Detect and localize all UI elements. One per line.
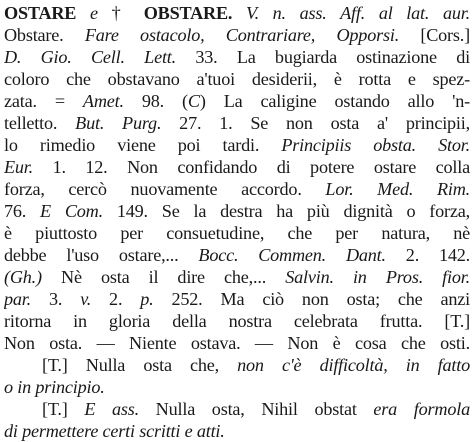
- italic-text: Eur.: [4, 157, 34, 177]
- italic-text: Salvin. in Pros. fior.: [285, 267, 470, 287]
- text-run: debbe l'uso ostare,...: [4, 245, 199, 265]
- italic-text: Lor. Med. Rim.: [325, 179, 470, 199]
- text-run: 1. 12. Non confidando di potere ostare colla: [33, 157, 470, 177]
- text-run: [232, 3, 246, 23]
- entry-line: [4, 310, 470, 332]
- italic-text: Principiis obsta. Stor.: [281, 135, 470, 155]
- italic-text: E ass.: [84, 399, 139, 419]
- entry-line: [4, 266, 470, 288]
- italic-text: C: [187, 91, 200, 111]
- entry-line: [4, 134, 470, 156]
- text-run: 98. (: [123, 91, 188, 111]
- italic-text: (Gh.): [4, 267, 42, 287]
- text-run: Nulla osta, Nihil obstat: [138, 399, 374, 419]
- text-run: [T.] Nulla osta che,: [42, 355, 238, 375]
- text-run: 2.: [91, 289, 141, 309]
- text-run: ritorna in gloria della nostra celebrata frutta. [T.]: [4, 311, 470, 331]
- text-run: 149. Se la destra ha più dignità o forza,: [102, 201, 470, 221]
- text-run: forza, cercò nuovamente accordo.: [4, 179, 326, 199]
- text-run: 76.: [4, 201, 41, 221]
- text-run: 252. Ma ciò non osta; che anzi: [153, 289, 470, 309]
- entry-line: [4, 376, 470, 398]
- entry-line: [4, 24, 470, 46]
- entry-line: [4, 178, 470, 200]
- italic-text: non c'è difficoltà, in fatto: [237, 355, 470, 375]
- italic-text: di permettere certi scritti e atti.: [4, 421, 225, 441]
- entry-line: [4, 2, 470, 24]
- text-run: zata. =: [4, 91, 83, 111]
- text-run: 2. 142.: [385, 245, 470, 265]
- entry-line: [42, 398, 470, 420]
- text-run: [365, 3, 379, 23]
- italic-text: E Com.: [40, 201, 103, 221]
- entry-line: [4, 420, 470, 442]
- text-run: [T.]: [42, 399, 85, 419]
- entry-line: [4, 244, 470, 266]
- italic-text: D. Gio. Cell. Lett.: [4, 47, 177, 67]
- italic-text: Fare ostacolo, Contrariare, Opporsi.: [84, 25, 400, 45]
- italic-text: Amet.: [82, 91, 124, 111]
- italic-text: e: [90, 3, 98, 23]
- dictionary-entry: [4, 2, 470, 441]
- italic-text: Bocc. Commen. Dant.: [198, 245, 386, 265]
- entry-line: [4, 288, 470, 310]
- text-run: Obstare.: [4, 25, 85, 45]
- text-run: lo rimedio viene poi tardi.: [4, 135, 282, 155]
- italic-text: era formola: [373, 399, 470, 419]
- entry-line: [4, 68, 470, 90]
- text-run: coloro che obstavano a'tuoi desiderii, è rotta e spez-: [4, 69, 470, 89]
- italic-text: o in principio.: [4, 377, 105, 397]
- text-run: 3.: [31, 289, 81, 309]
- text-run: Nè osta il dire che,...: [41, 267, 286, 287]
- headword: OBSTARE.: [143, 3, 233, 23]
- text-run: telletto.: [4, 113, 76, 133]
- italic-text: v.: [80, 289, 92, 309]
- italic-text: al lat. aur.: [378, 3, 470, 23]
- italic-text: V. n. ass. Aff.: [246, 3, 366, 23]
- italic-text: But. Purg.: [75, 113, 162, 133]
- text-run: 27. 1. Se non osta a' principii,: [161, 113, 470, 133]
- entry-line: [4, 332, 470, 354]
- headword: OSTARE: [4, 3, 77, 23]
- entry-line: [4, 222, 470, 244]
- entry-line: [4, 46, 470, 68]
- text-run: [76, 3, 90, 23]
- text-run: †: [97, 3, 144, 23]
- text-run: [Cors.]: [399, 25, 470, 45]
- entry-line: [4, 156, 470, 178]
- entry-line: [4, 200, 470, 222]
- italic-text: p.: [140, 289, 154, 309]
- text-run: è piuttosto per consuetudine, che per natura, nè: [4, 223, 470, 243]
- entry-line: [42, 354, 470, 376]
- text-run: 33. La bugiarda ostinazione di: [176, 47, 470, 67]
- entry-line: [4, 90, 470, 112]
- italic-text: par.: [4, 289, 31, 309]
- text-run: ) La caligine ostando allo 'n-: [199, 91, 470, 111]
- entry-line: [4, 112, 470, 134]
- text-run: Non osta. — Niente ostava. — Non è cosa che osti.: [4, 333, 470, 353]
